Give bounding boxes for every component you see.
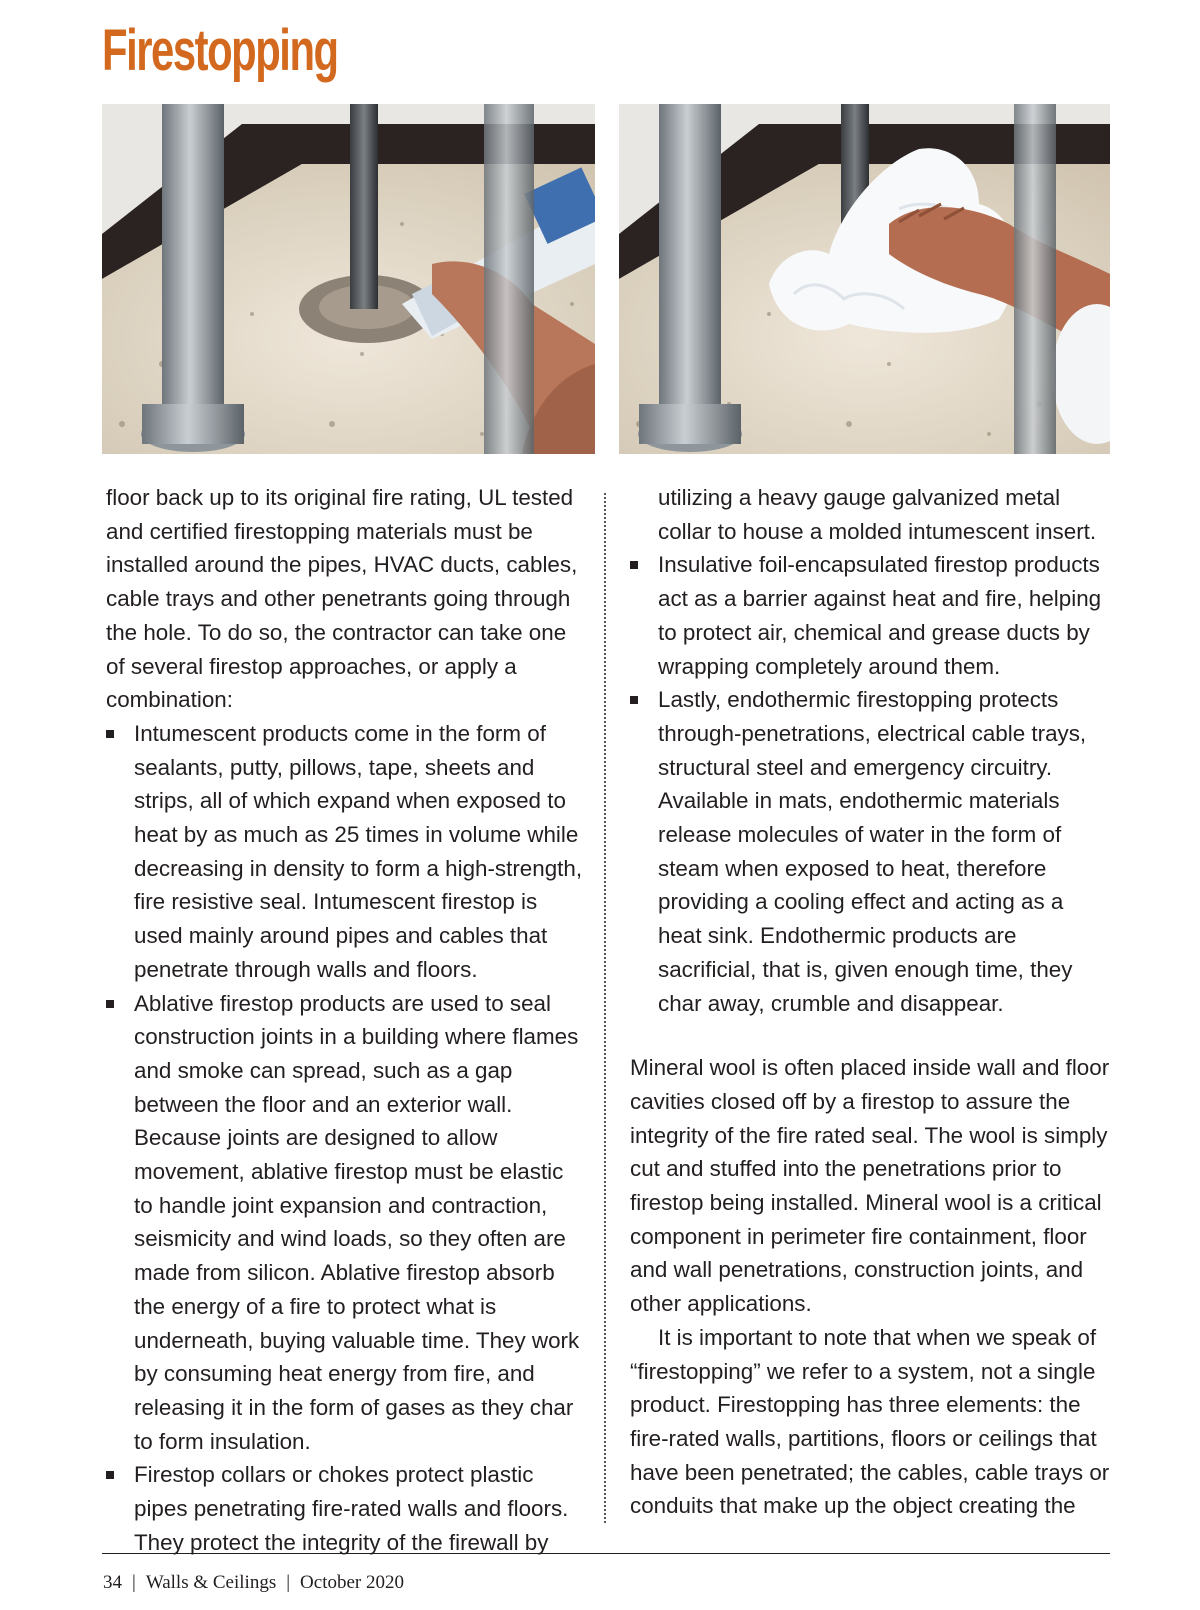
list-item <box>106 1458 584 1559</box>
photo-mineral-wool <box>619 104 1110 454</box>
bullet-icon <box>630 561 638 569</box>
bullet-icon <box>106 730 114 738</box>
list-item <box>106 987 584 1459</box>
issue-date: October 2020 <box>300 1572 404 1593</box>
list-item-text: Firestop collars or chokes protect plastic pipes penetrating fire-rated walls and floors. They protect the integrity of the firewall by <box>134 1462 569 1555</box>
firestop-approach-list <box>106 717 584 1560</box>
photo-sealant-application <box>102 104 595 454</box>
page-footer: 34 | Walls & Ceilings | October 2020 <box>103 1572 404 1593</box>
firestop-approach-list-continued <box>630 548 1110 1020</box>
text-column-right <box>630 481 1110 1523</box>
list-item-continuation: utilizing a heavy gauge galvanized metal collar to house a molded intumescent insert. <box>658 485 1097 544</box>
bullet-icon <box>106 1471 114 1479</box>
intro-paragraph: floor back up to its original fire rating, UL tested and certified firestopping materials must be installed around the pipes, HVAC ducts, cables, cable trays and other penetrants going through the hole. To do so, the contractor can take one of several firestop approaches, or apply a combination: <box>106 485 578 713</box>
list-item-text: Intumescent products come in the form of sealants, putty, pillows, tape, sheets and strips, all of which expand when exposed to heat by as much as 25 times in volume while decreasing in density to form a high-strength, fire resistive seal. Intumescent firestop is used mainly around pipes and cables that penetrate through walls and floors. <box>134 720 583 982</box>
footer-divider <box>102 1553 1110 1554</box>
magazine-name: Walls & Ceilings <box>145 1572 277 1593</box>
text-column-left <box>106 481 584 1560</box>
list-item-text: Insulative foil-encapsulated firestop products act as a barrier against heat and fire, helping to protect air, chemical and grease ducts by wrapping completely around them. <box>658 552 1102 679</box>
list-item <box>630 683 1110 1020</box>
bullet-icon <box>106 1000 114 1008</box>
bullet-icon <box>630 696 638 704</box>
column-divider <box>604 493 606 1523</box>
mineral-wool-paragraph: Mineral wool is often placed inside wall and floor cavities closed off by a firestop to assure the integrity of the fire rated seal. The wool is simply cut and stuffed into the penetrations prior to firestop being installed. Mineral wool is a critical component in perimeter fire containment, floor and wall penetrations, construction joints, and other applications. <box>630 1055 1110 1317</box>
page-number: 34 <box>103 1572 122 1593</box>
list-item <box>630 548 1110 683</box>
page-title: Firestopping <box>102 18 338 83</box>
firestopping-system-paragraph: It is important to note that when we speak of “firestopping” we refer to a system, not a single product. Firestopping has three elements: the fire-rated walls, partitions, floors or ceilings that have been penetrated; the cables, cable trays or conduits that make up the object creating the <box>630 1324 1110 1519</box>
list-item <box>106 717 584 987</box>
list-item-text: Ablative firestop products are used to seal construction joints in a building where flames and smoke can spread, such as a gap between the floor and an exterior wall. Because joints are designed to allow movement, ablative firestop must be elastic to handle joint expansion and contraction, seismicity and wind loads, so they often are made from silicon. Ablative firestop absorb the energy of a fire to protect what is underneath, buying valuable time. They work by consuming heat energy from fire, and releasing it in the form of gases as they char to form insulation. <box>134 990 580 1454</box>
list-item-text: Lastly, endothermic firestopping protects through-penetrations, electrical cable trays, structural steel and emergency circuitry. Available in mats, endothermic materials release molecules of water in the form of steam when exposed to heat, therefore providing a cooling effect and acting as a heat sink. Endothermic products are sacrificial, that is, given enough time, they char away, crumble and disappear. <box>658 687 1087 1016</box>
